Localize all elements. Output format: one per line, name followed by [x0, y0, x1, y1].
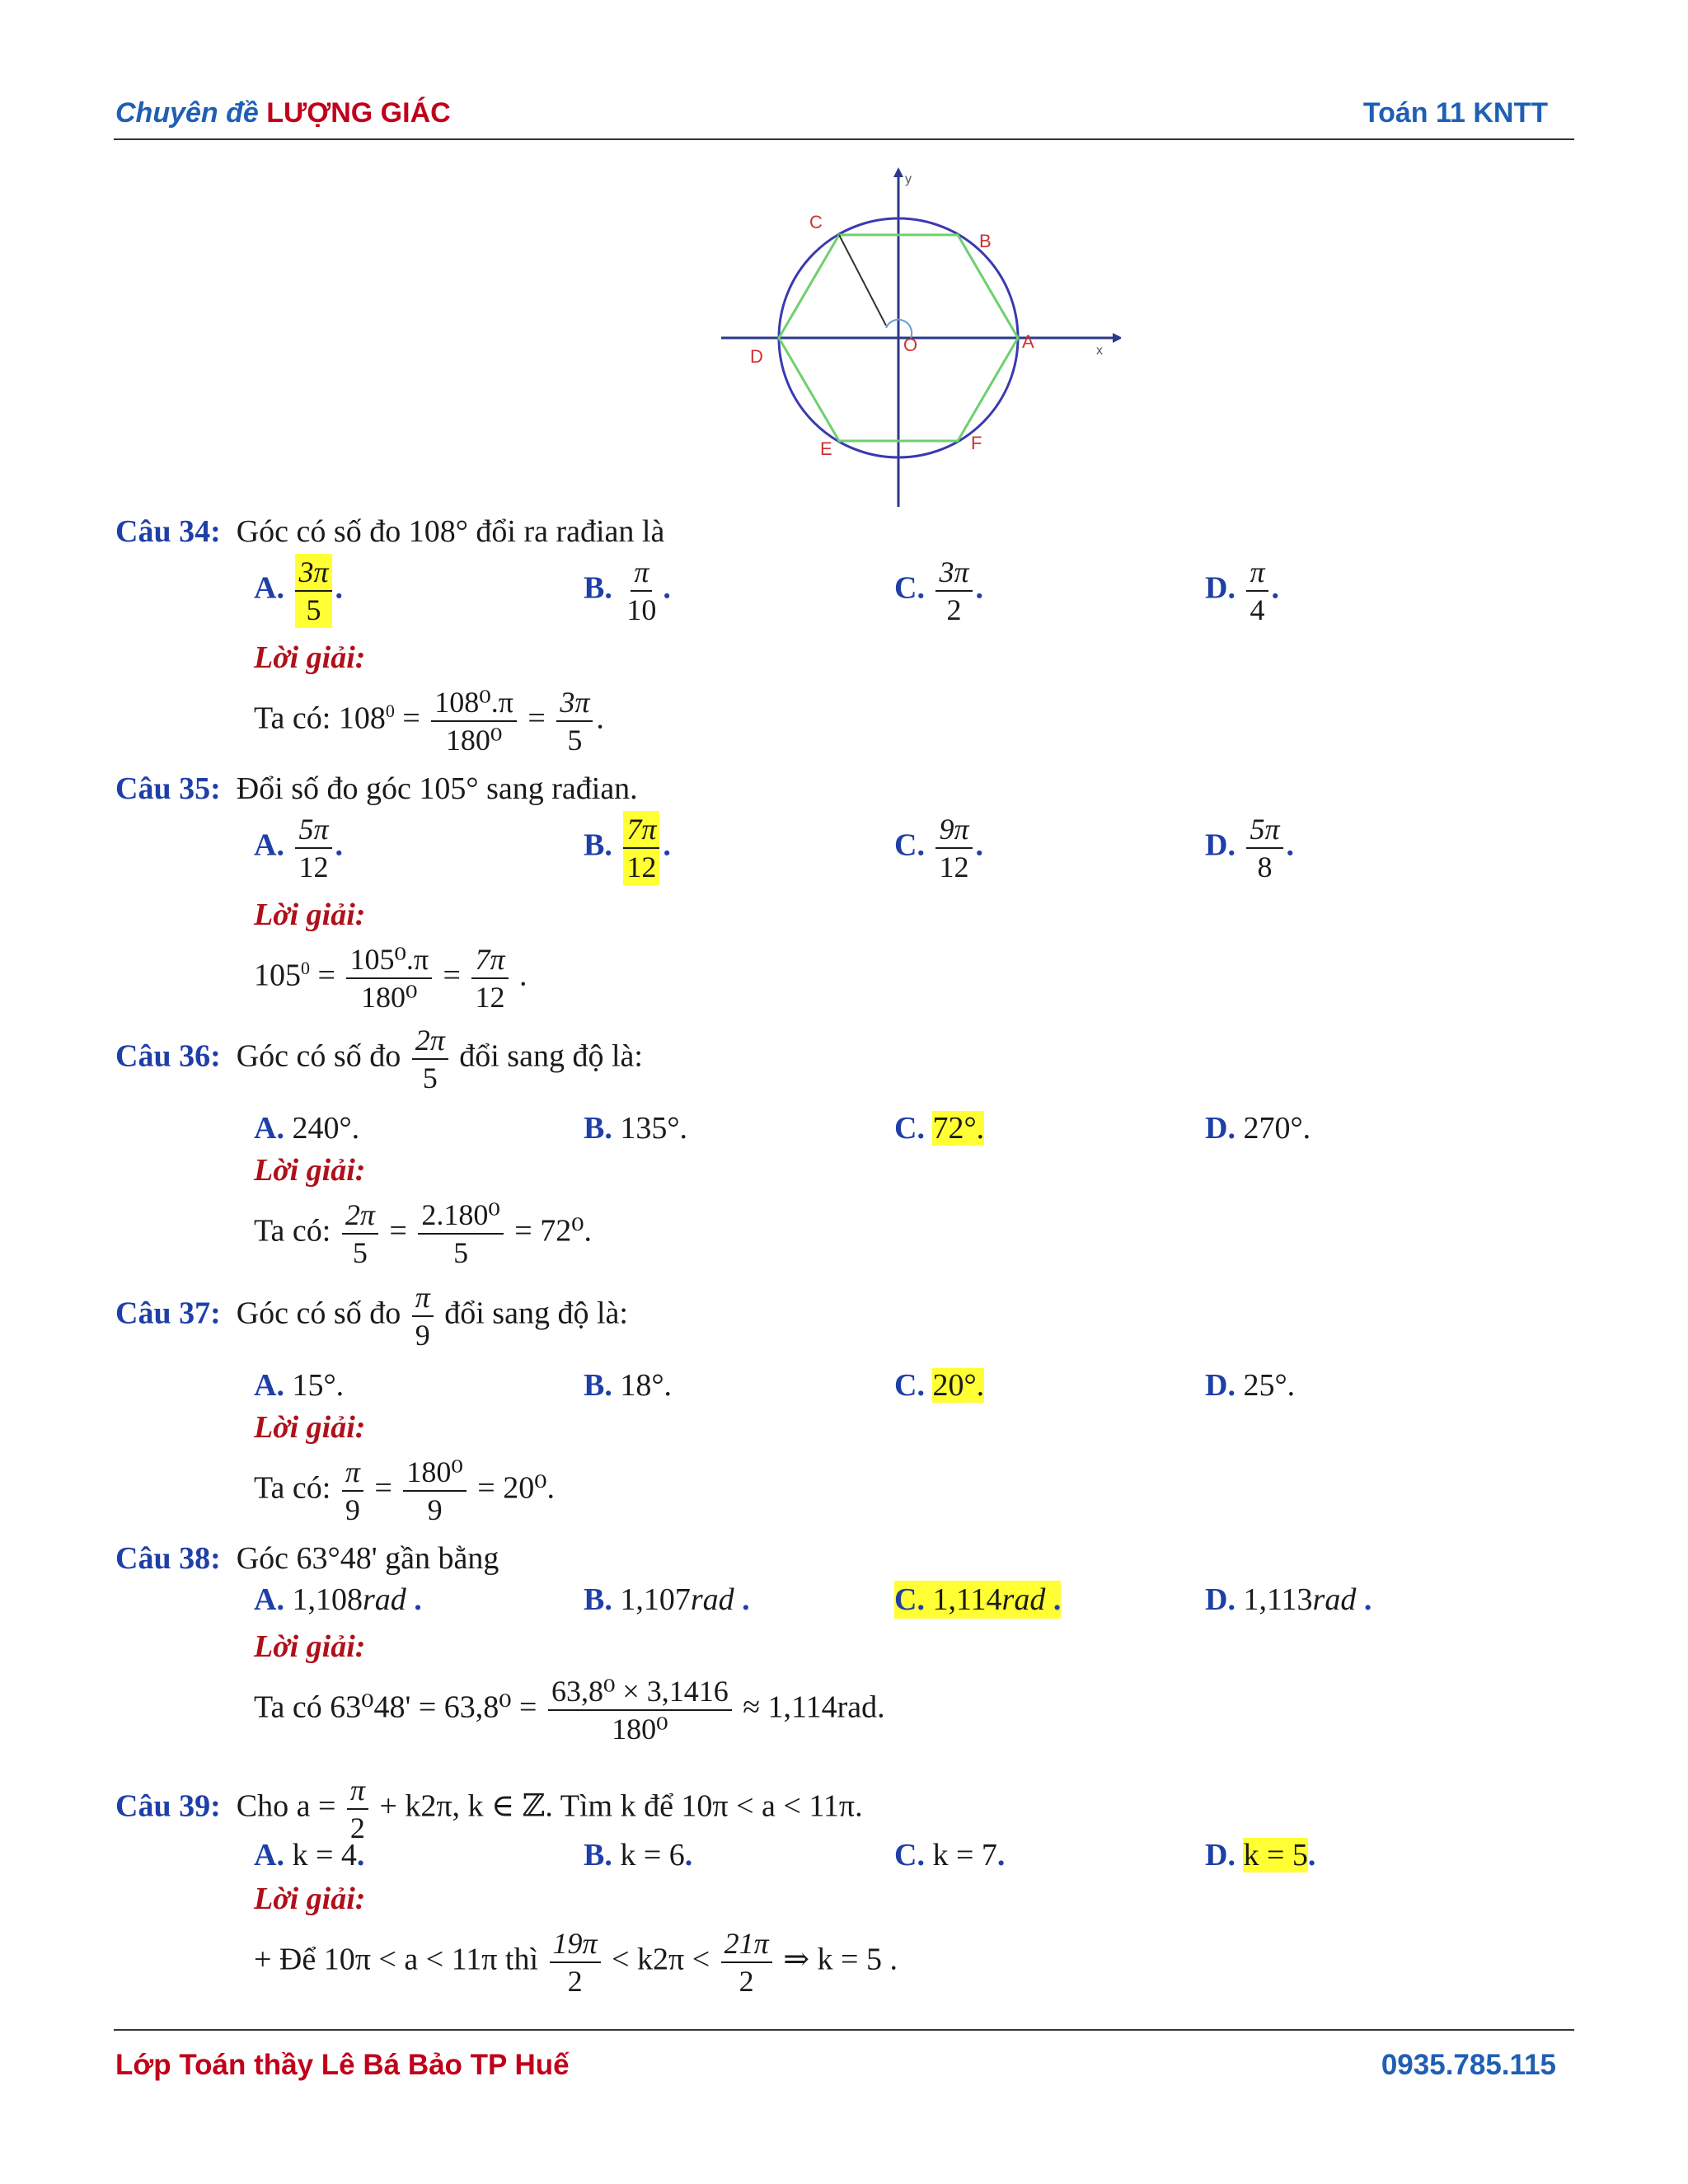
question-36: Câu 36: Góc có số đo $\frac{2\pi}{5}$ đổi sang độ là:: [115, 1024, 643, 1094]
header-right: Toán 11 KNTT: [1362, 97, 1548, 129]
q38-solution: Ta có 63⁰48' = 63,8⁰ = $\frac{\text{63,8⁰ × 3,1416}}{\text{180⁰}}$ ≈ 1,114rad.: [254, 1675, 885, 1746]
q34-option-a[interactable]: A. $\frac{3\pi}{5}$ .: [254, 555, 343, 626]
label-c: C: [809, 212, 823, 232]
q38-option-b[interactable]: B. 1,107rad .: [584, 1582, 750, 1617]
q39-option-a[interactable]: A. k = 4.: [254, 1838, 365, 1872]
q34-solution-label: Lời giải:: [254, 640, 366, 675]
q37-solution: Ta có: $\frac{\pi}{9}$ = $\frac{\text{180⁰}}{9}$ = 20⁰.: [254, 1455, 555, 1526]
question-35: Câu 35: Đổi số đo góc 105° sang rađian.: [115, 771, 638, 806]
question-39: Câu 39: Cho a = $\frac{\pi}{2}$ + k2π, k ∈ ℤ. Tìm k để 10π < a < 11π.: [115, 1774, 863, 1844]
q35-option-d[interactable]: D. $\frac{5\pi}{8}$ .: [1205, 813, 1294, 883]
q36-solution-label: Lời giải:: [254, 1153, 366, 1188]
question-37: Câu 37: Góc có số đo $\frac{\pi}{9}$ đổi sang độ là:: [115, 1281, 628, 1352]
q35-solution: $105^0$ = $\frac{\text{105⁰.π}}{\text{180⁰}}$ = $\frac{7\pi}{12}$ .: [254, 943, 528, 1014]
q38-solution-label: Lời giải:: [254, 1629, 366, 1664]
q37-option-a[interactable]: A. 15°.: [254, 1368, 345, 1403]
q39-solution-label: Lời giải:: [254, 1882, 366, 1916]
question-38: Câu 38: Góc 63°48' gần bằng: [115, 1541, 499, 1576]
q36-option-c[interactable]: C. 72°.: [894, 1111, 985, 1146]
footer-left: Lớp Toán thầy Lê Bá Bảo TP Huế: [115, 2049, 570, 2081]
footer-rule: [114, 2029, 1574, 2031]
q34-solution: Ta có: $108^0$ = $\frac{\text{108⁰.π}}{\text{180⁰}}$ = $\frac{3\pi}{5}$ .: [254, 686, 604, 757]
footer-right: 0935.785.115: [1381, 2049, 1556, 2081]
q39-option-c[interactable]: C. k = 7.: [894, 1838, 1006, 1872]
q36-solution: Ta có: $\frac{2\pi}{5}$ = $\frac{\text{2.180⁰}}{5}$ = 72⁰.: [254, 1198, 592, 1269]
question-34: Câu 34: Góc có số đo 108° đổi ra rađian là: [115, 514, 665, 549]
header-left: Chuyên đề LƯỢNG GIÁC: [115, 97, 451, 129]
q38-option-c[interactable]: C. 1,114rad .: [894, 1582, 1062, 1617]
q36-option-d[interactable]: D. 270°.: [1205, 1111, 1311, 1146]
label-d: D: [750, 346, 763, 367]
label-o: O: [903, 335, 918, 355]
q37-option-c[interactable]: C. 20°.: [894, 1368, 985, 1403]
label-y: y: [905, 172, 912, 186]
q36-option-a[interactable]: A. 240°.: [254, 1111, 360, 1146]
q37-option-d[interactable]: D. 25°.: [1205, 1368, 1296, 1403]
q38-option-a[interactable]: A. 1,108rad .: [254, 1582, 422, 1617]
q34-option-c[interactable]: C. $\frac{3\pi}{2}$ .: [894, 555, 983, 626]
label-e: E: [820, 438, 832, 459]
header-topic: LƯỢNG GIÁC: [266, 97, 451, 129]
q36-option-b[interactable]: B. 135°.: [584, 1111, 688, 1146]
q34-option-b[interactable]: B. $\frac{\pi}{10}$ .: [584, 555, 671, 626]
q35-option-c[interactable]: C. $\frac{9\pi}{12}$ .: [894, 813, 983, 883]
q39-option-d[interactable]: D. k = 5.: [1205, 1838, 1316, 1872]
q39-option-b[interactable]: B. k = 6.: [584, 1838, 693, 1872]
label-a: A: [1022, 331, 1034, 352]
q37-option-b[interactable]: B. 18°.: [584, 1368, 673, 1403]
q35-option-a[interactable]: A. $\frac{5\pi}{12}$ .: [254, 813, 343, 883]
label-b: B: [979, 231, 992, 251]
q37-solution-label: Lời giải:: [254, 1410, 366, 1445]
q39-solution: + Để 10π < a < 11π thì $\frac{19\pi}{2}$ < k2π < $\frac{21\pi}{2}$ ⇒ k = 5 .: [254, 1927, 898, 1998]
unit-circle-figure: [717, 165, 1121, 511]
header-rule: [114, 138, 1574, 140]
q35-solution-label: Lời giải:: [254, 898, 366, 932]
q34-option-d[interactable]: D. $\frac{\pi}{4}$ .: [1205, 555, 1279, 626]
q35-option-b[interactable]: B. $\frac{7\pi}{12}$ .: [584, 813, 671, 883]
label-f: F: [971, 433, 982, 453]
q38-option-d[interactable]: D. 1,113rad .: [1205, 1582, 1372, 1617]
label-x: x: [1096, 344, 1103, 358]
